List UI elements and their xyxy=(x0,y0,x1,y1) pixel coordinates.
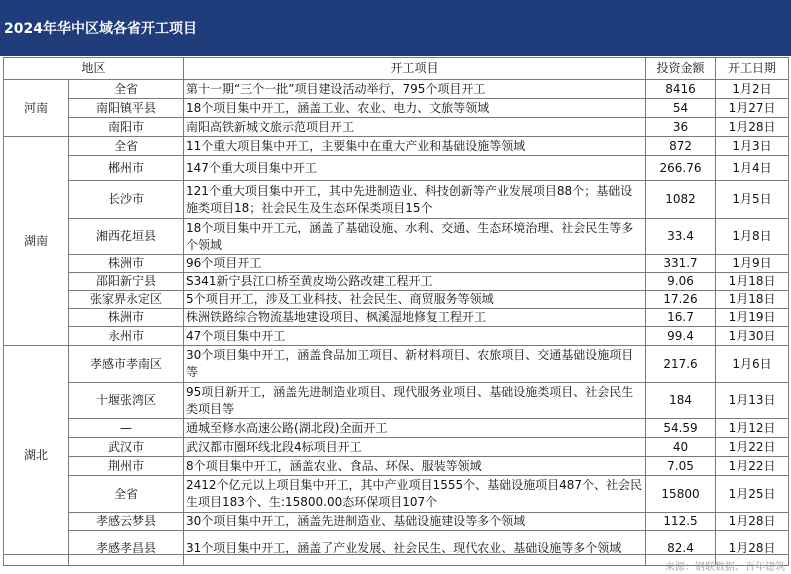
date-cell: 1月22日 xyxy=(716,457,789,476)
amount-cell: 99.4 xyxy=(646,327,716,346)
amount-cell: 82.4 xyxy=(646,531,716,566)
amount-cell: 9.06 xyxy=(646,273,716,291)
projects-table xyxy=(3,57,789,566)
project-cell: 30个项目集中开工，涵盖先进制造业、基础设施建设等多个领域 xyxy=(184,513,646,531)
table-row xyxy=(4,327,789,346)
date-cell: 1月6日 xyxy=(716,346,789,383)
area-cell: 郴州市 xyxy=(69,156,184,181)
table-row xyxy=(4,219,789,255)
table-row xyxy=(4,137,789,156)
amount-cell: 16.7 xyxy=(646,309,716,327)
date-cell: 1月19日 xyxy=(716,309,789,327)
header-region: 地区 xyxy=(4,58,184,80)
date-cell: 1月18日 xyxy=(716,273,789,291)
date-cell: 1月3日 xyxy=(716,137,789,156)
project-cell: 18个项目集中开工，涵盖工业、农业、电力、文旅等领域 xyxy=(184,99,646,118)
area-cell: 武汉市 xyxy=(69,438,184,457)
footer-divider xyxy=(3,554,788,555)
table-row xyxy=(4,383,789,419)
table-row xyxy=(4,273,789,291)
header-project: 开工项目 xyxy=(184,58,646,80)
table-row xyxy=(4,309,789,327)
area-cell: 长沙市 xyxy=(69,181,184,219)
table-row xyxy=(4,419,789,438)
date-cell: 1月5日 xyxy=(716,181,789,219)
date-cell: 1月28日 xyxy=(716,531,789,566)
area-cell: 南阳市 xyxy=(69,118,184,137)
date-cell: 1月28日 xyxy=(716,513,789,531)
project-cell: 株洲铁路综合物流基地建设项目、枫溪湿地修复工程开工 xyxy=(184,309,646,327)
project-cell: 通城至修水高速公路(湖北段)全面开工 xyxy=(184,419,646,438)
amount-cell: 33.4 xyxy=(646,219,716,255)
project-cell: 96个项目开工 xyxy=(184,255,646,273)
table-header-row xyxy=(4,58,789,80)
amount-cell: 331.7 xyxy=(646,255,716,273)
header-date: 开工日期 xyxy=(716,58,789,80)
date-cell: 1月28日 xyxy=(716,118,789,137)
province-cell: 湖南 xyxy=(4,137,69,346)
area-cell: 张家界永定区 xyxy=(69,291,184,309)
amount-cell: 184 xyxy=(646,383,716,419)
project-cell: 95项目新开工，涵盖先进制造业项目、现代服务业项目、基础设施类项目、社会民生类项目等 xyxy=(184,383,646,419)
area-cell: 孝感云梦县 xyxy=(69,513,184,531)
area-cell: 南阳镇平县 xyxy=(69,99,184,118)
amount-cell: 8416 xyxy=(646,80,716,99)
date-cell: 1月2日 xyxy=(716,80,789,99)
amount-cell: 54 xyxy=(646,99,716,118)
table-body xyxy=(4,80,789,566)
page-title: 2024年华中区域各省开工项目 xyxy=(0,0,791,56)
amount-cell: 266.76 xyxy=(646,156,716,181)
date-cell: 1月4日 xyxy=(716,156,789,181)
source-note: 来源：钢联数据、百年建筑 xyxy=(665,562,785,573)
area-cell: — xyxy=(69,419,184,438)
table-row xyxy=(4,99,789,118)
amount-cell: 15800 xyxy=(646,476,716,513)
date-cell: 1月30日 xyxy=(716,327,789,346)
table-row xyxy=(4,291,789,309)
amount-cell: 54.59 xyxy=(646,419,716,438)
table-row xyxy=(4,457,789,476)
table-row xyxy=(4,346,789,383)
date-cell: 1月8日 xyxy=(716,219,789,255)
project-cell: 5个项目开工，涉及工业科技、社会民生、商贸服务等领域 xyxy=(184,291,646,309)
date-cell: 1月18日 xyxy=(716,291,789,309)
project-cell: 18个项目集中开工元，涵盖了基础设施、水利、交通、生态环境治理、社会民生等多个领域 xyxy=(184,219,646,255)
table-row xyxy=(4,513,789,531)
date-cell: 1月13日 xyxy=(716,383,789,419)
amount-cell: 17.26 xyxy=(646,291,716,309)
amount-cell: 217.6 xyxy=(646,346,716,383)
table-row xyxy=(4,80,789,99)
table-row xyxy=(4,476,789,513)
table-row xyxy=(4,438,789,457)
date-cell: 1月25日 xyxy=(716,476,789,513)
project-cell: 2412个亿元以上项目集中开工，其中产业项目1555个、基础设施项目487个、社会民生项目183个、生:15800.00态环保项目107个 xyxy=(184,476,646,513)
table-row xyxy=(4,156,789,181)
project-cell: 47个项目集中开工 xyxy=(184,327,646,346)
area-cell: 全省 xyxy=(69,137,184,156)
project-cell: 31个项目集中开工，涵盖了产业发展、社会民生、现代农业、基础设施等多个领域 xyxy=(184,531,646,566)
area-cell: 孝感孝昌县 xyxy=(69,531,184,566)
date-cell: 1月27日 xyxy=(716,99,789,118)
project-cell: 11个重大项目集中开工，主要集中在重大产业和基础设施等领域 xyxy=(184,137,646,156)
area-cell: 永州市 xyxy=(69,327,184,346)
amount-cell: 36 xyxy=(646,118,716,137)
area-cell: 株洲市 xyxy=(69,309,184,327)
table-row xyxy=(4,255,789,273)
area-cell: 湘西花垣县 xyxy=(69,219,184,255)
area-cell: 荆州市 xyxy=(69,457,184,476)
amount-cell: 40 xyxy=(646,438,716,457)
area-cell: 邵阳新宁县 xyxy=(69,273,184,291)
date-cell: 1月12日 xyxy=(716,419,789,438)
project-cell: 147个重大项目集中开工 xyxy=(184,156,646,181)
table-row xyxy=(4,118,789,137)
table-row xyxy=(4,181,789,219)
header-amount: 投资金额 xyxy=(646,58,716,80)
project-cell: 南阳高铁新城文旅示范项目开工 xyxy=(184,118,646,137)
province-cell: 河南 xyxy=(4,80,69,137)
area-cell: 十堰张湾区 xyxy=(69,383,184,419)
area-cell: 全省 xyxy=(69,476,184,513)
project-cell: 武汉都市圈环线北段4标项目开工 xyxy=(184,438,646,457)
amount-cell: 872 xyxy=(646,137,716,156)
amount-cell: 1082 xyxy=(646,181,716,219)
area-cell: 全省 xyxy=(69,80,184,99)
project-cell: S341新宁县江口桥至黄皮坳公路改建工程开工 xyxy=(184,273,646,291)
amount-cell: 7.05 xyxy=(646,457,716,476)
province-cell: 湖北 xyxy=(4,346,69,566)
project-cell: 30个项目集中开工，涵盖食品加工项目、新材料项目、农旅项目、交通基础设施项目等 xyxy=(184,346,646,383)
project-cell: 121个重大项目集中开工，其中先进制造业、科技创新等产业发展项目88个；基础设施类项目18；社会民生及生态环保类项目15个 xyxy=(184,181,646,219)
date-cell: 1月9日 xyxy=(716,255,789,273)
area-cell: 孝感市孝南区 xyxy=(69,346,184,383)
project-cell: 8个项目集中开工，涵盖农业、食品、环保、服装等领域 xyxy=(184,457,646,476)
amount-cell: 112.5 xyxy=(646,513,716,531)
project-cell: 第十一期“三个一批”项目建设活动举行，795个项目开工 xyxy=(184,80,646,99)
area-cell: 株洲市 xyxy=(69,255,184,273)
date-cell: 1月22日 xyxy=(716,438,789,457)
